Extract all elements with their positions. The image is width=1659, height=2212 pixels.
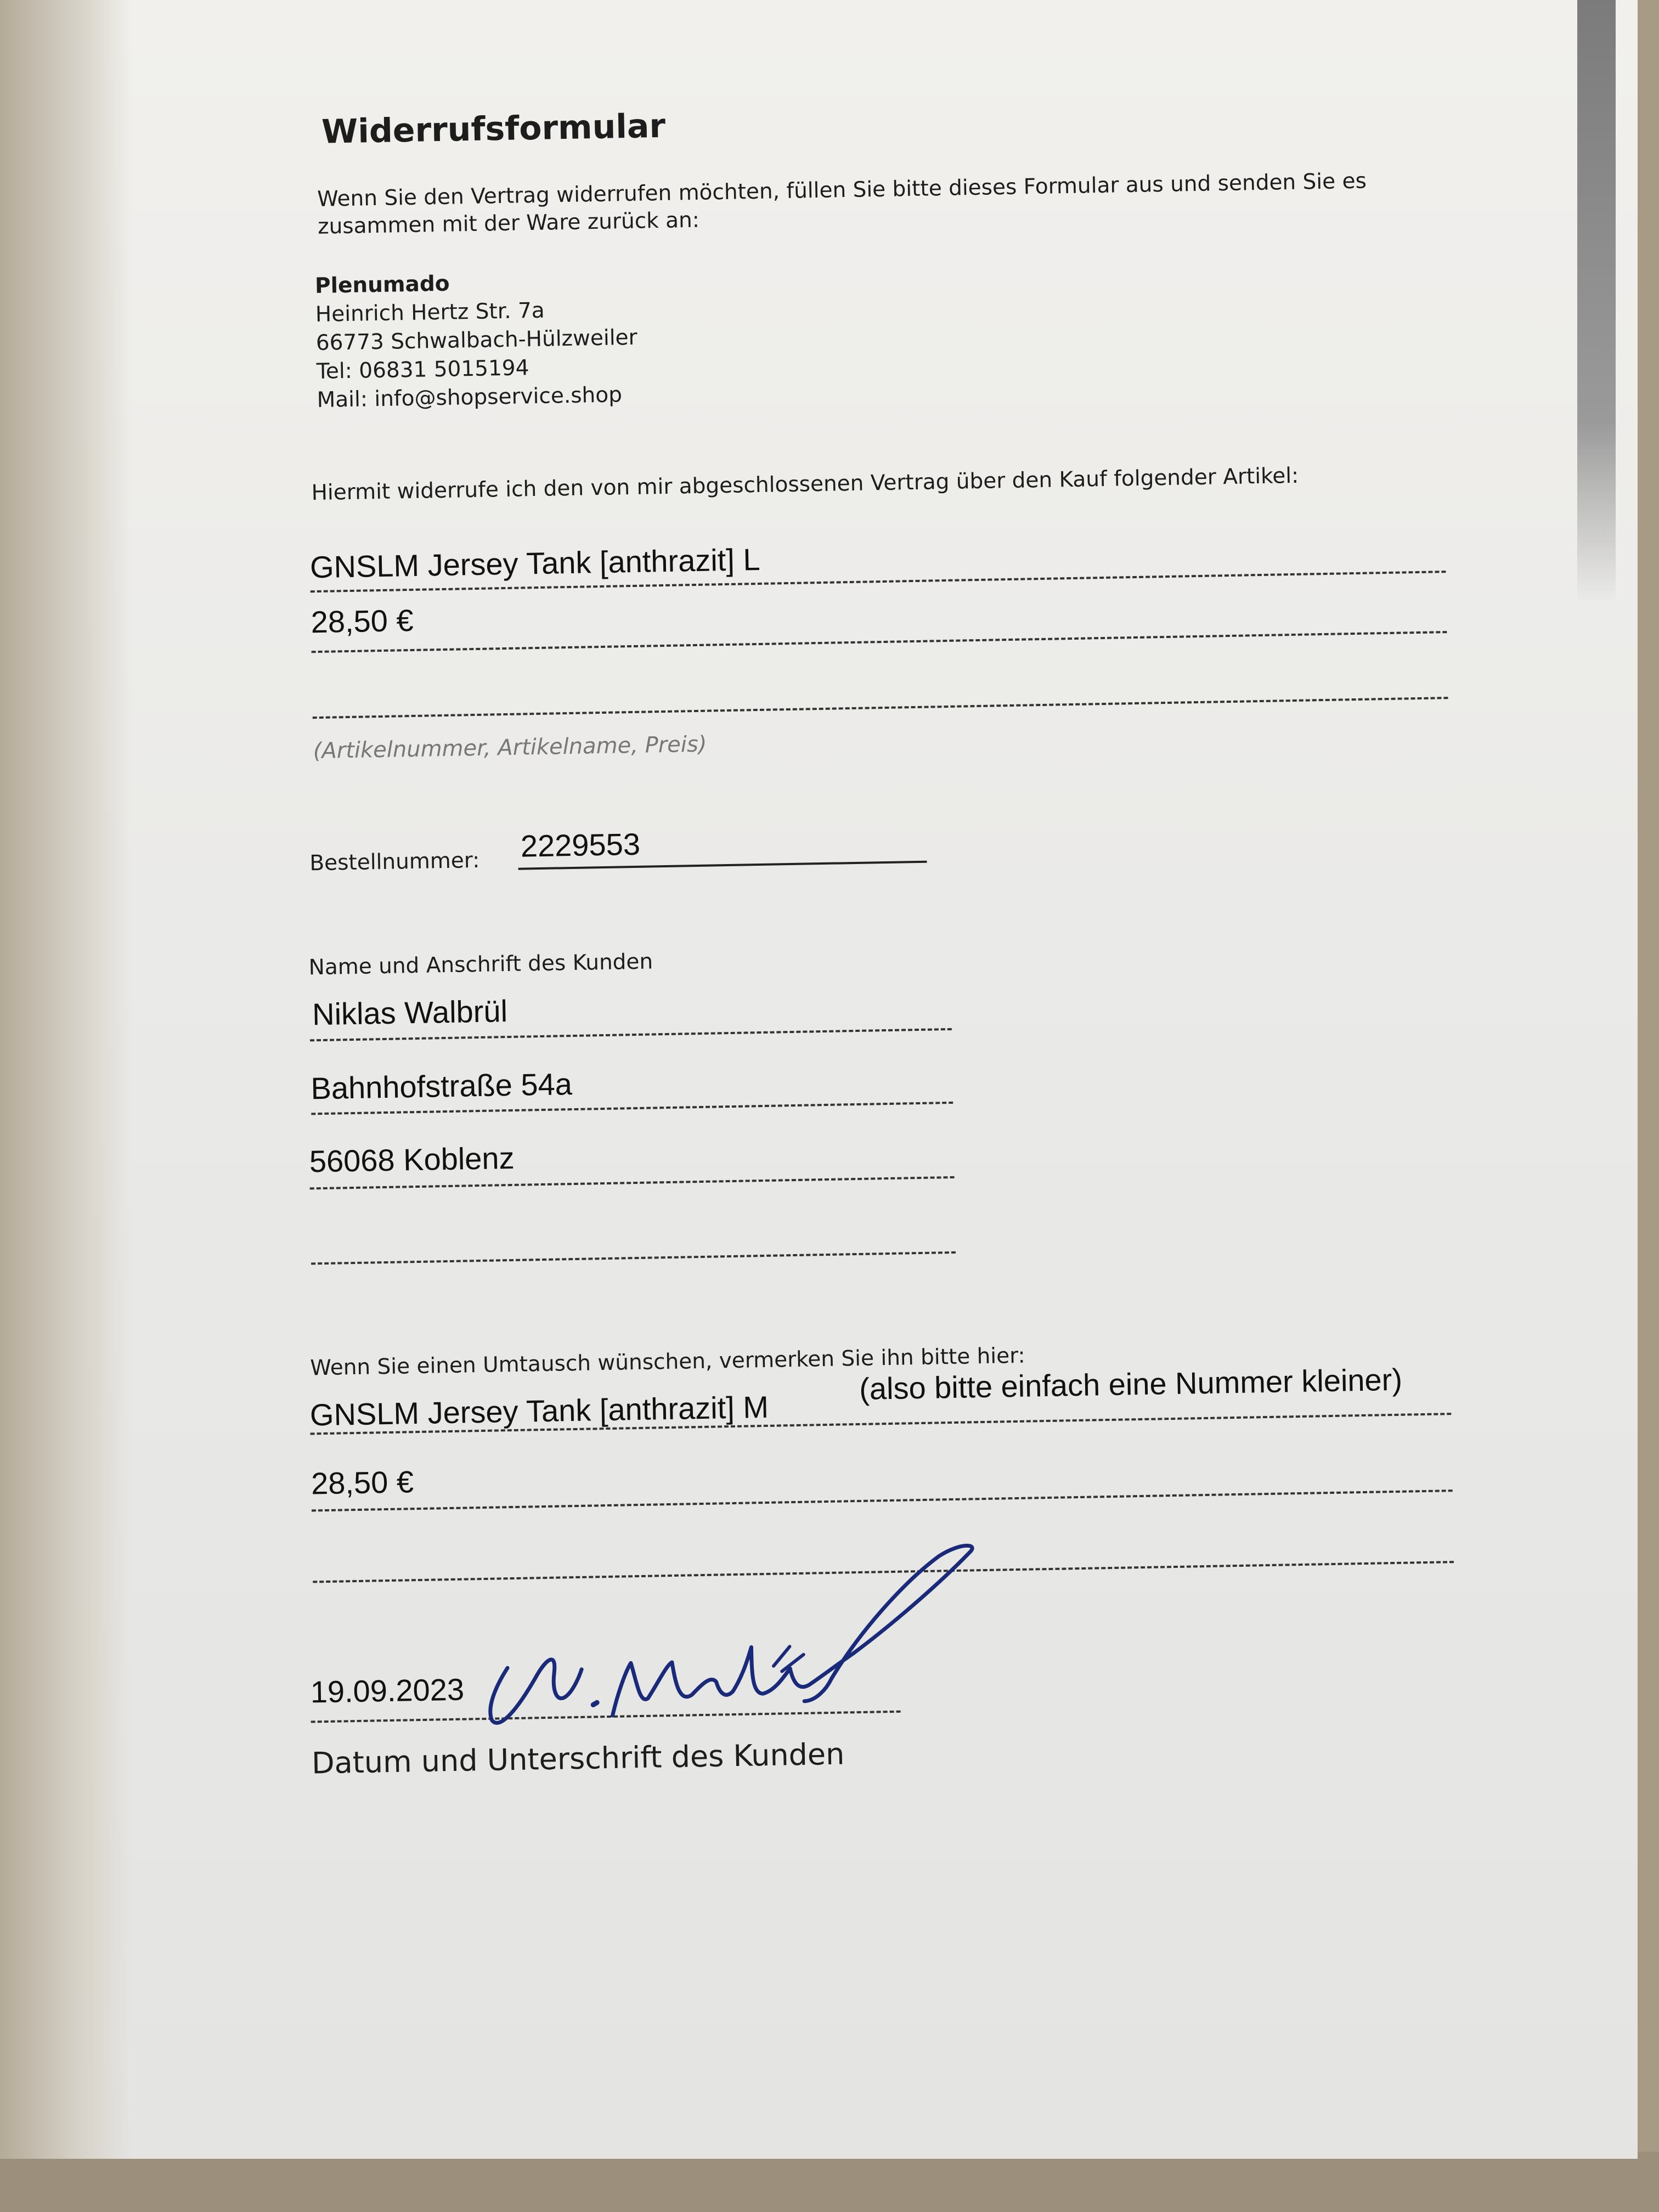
exchange-note: (also bitte einfach eine Nummer kleiner)	[859, 1362, 1403, 1406]
order-label: Bestellnummer:	[309, 848, 480, 876]
exchange-label: Wenn Sie einen Umtausch wünschen, vermerken Sie ihn bitte hier:	[310, 1343, 1026, 1381]
revocation-text: Hiermit widerrufe ich den von mir abgeschlossenen Vertrag über den Kauf folgender Artikel:	[311, 463, 1299, 506]
handwritten-signature	[472, 1533, 1024, 1740]
company-city: 66773 Schwalbach-Hülzweiler	[315, 325, 637, 356]
form-title: Widerrufsformular	[321, 106, 666, 151]
article-line-1: GNSLM Jersey Tank [anthrazit] L	[309, 541, 761, 585]
customer-name: Niklas Walbrül	[312, 994, 508, 1032]
customer-street: Bahnhofstraße 54a	[311, 1066, 573, 1106]
company-street: Heinrich Hertz Str. 7a	[315, 298, 545, 327]
company-mail: Mail: info@shopservice.shop	[317, 382, 623, 413]
company-name: Plenumado	[314, 271, 450, 298]
article-line-2-rule	[312, 631, 1447, 653]
intro-line-1: Wenn Sie den Vertrag widerrufen möchten, füllen Sie bitte dieses Formular aus und senden Sie es	[317, 168, 1367, 212]
company-tel: Tel: 06831 5015194	[316, 356, 529, 384]
customer-city-rule	[310, 1176, 955, 1190]
article-line-3-rule	[313, 697, 1448, 719]
exchange-line-2: 28,50 €	[311, 1464, 414, 1501]
article-line-2: 28,50 €	[311, 602, 414, 640]
customer-city: 56068 Koblenz	[309, 1140, 515, 1179]
customer-extra-rule	[311, 1251, 956, 1265]
customer-label: Name und Anschrift des Kunden	[308, 949, 653, 980]
signature-date: 19.09.2023	[310, 1672, 465, 1709]
article-hint: (Artikelnummer, Artikelname, Preis)	[313, 731, 707, 764]
signature-label: Datum und Unterschrift des Kunden	[311, 1736, 845, 1781]
intro-line-2: zusammen mit der Ware zurück an:	[317, 207, 700, 239]
order-number: 2229553	[520, 826, 641, 864]
exchange-line-1: GNSLM Jersey Tank [anthrazit] M	[309, 1389, 769, 1432]
exchange-line-2-rule	[312, 1489, 1453, 1511]
